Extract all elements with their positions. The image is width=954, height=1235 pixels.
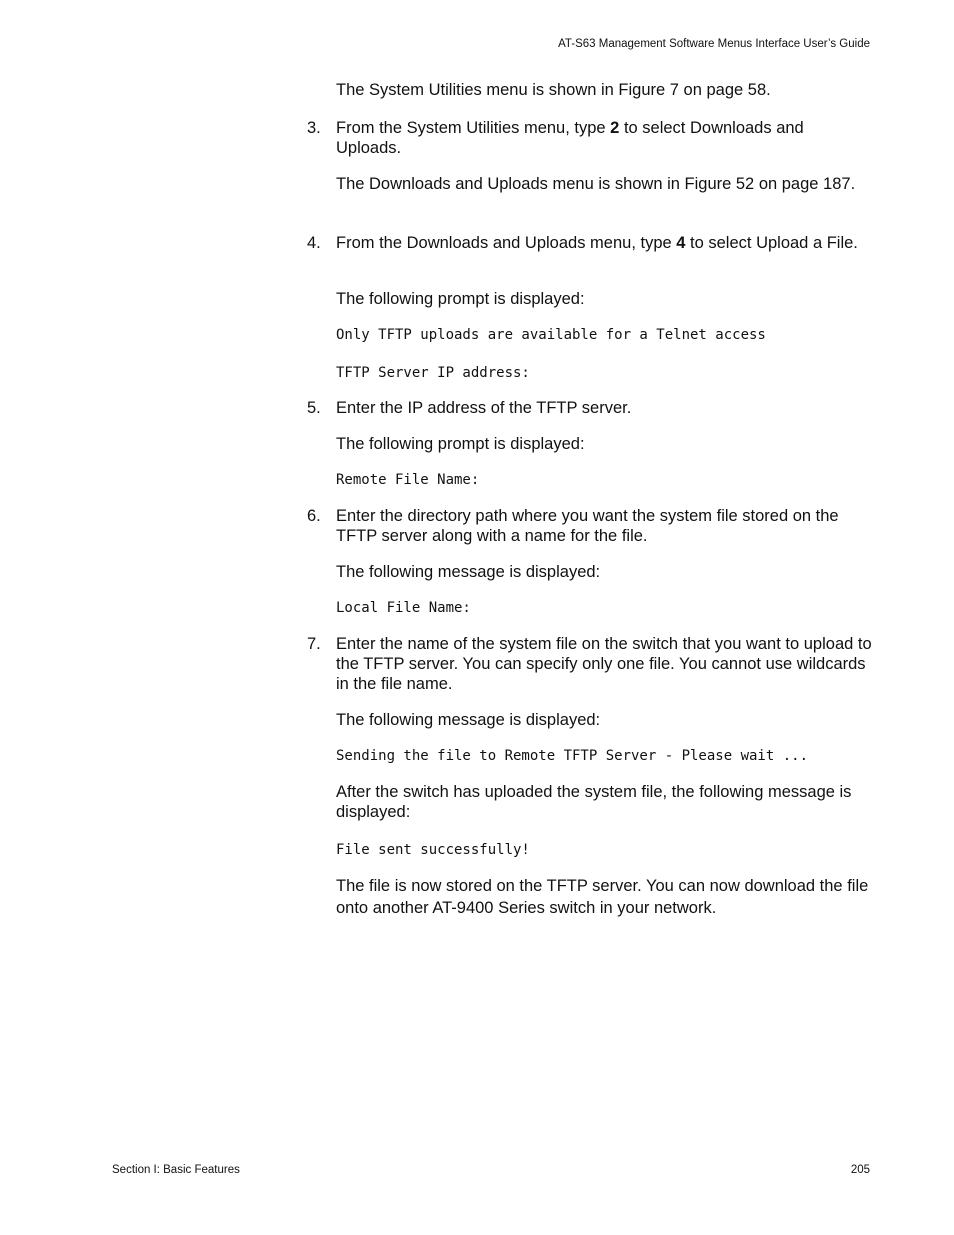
page-number: 205: [850, 1164, 870, 1176]
footer-section: Section I: Basic Features: [112, 1164, 240, 1176]
step-number: 3.: [307, 119, 321, 137]
running-header: AT-S63 Management Software Menus Interface User’s Guide: [558, 38, 870, 50]
step-3-note: The Downloads and Uploads menu is shown in Figure 52 on page 187.: [336, 175, 856, 193]
step-text: Enter the name of the system file on the switch that you want to upload to the TFTP server. You can specify only one file. You cannot use wildcards in the file name.: [336, 635, 872, 693]
step-text: Enter the IP address of the TFTP server.: [336, 399, 632, 417]
code-line: TFTP Server IP address:: [336, 365, 530, 381]
step-number: 6.: [307, 507, 321, 525]
step-text: Enter the directory path where you want the system file stored on the TFTP server along with a name for the file.: [336, 507, 839, 545]
step-text: From the Downloads and Uploads menu, type 4 to select Upload a File.: [336, 234, 858, 252]
step-number: 4.: [307, 234, 321, 252]
step-6-note: The following message is displayed:: [336, 563, 601, 581]
key-value: 2: [610, 119, 620, 137]
code-line: Sending the file to Remote TFTP Server - Please wait ...: [336, 748, 809, 764]
closing-paragraph: The file is now stored on the TFTP server. You can now download the file onto another AT-9400 Series switch in your network.: [336, 877, 869, 917]
step-text: From the System Utilities menu, type 2 to select Downloads and Uploads.: [336, 119, 804, 157]
step-7-note: The following message is displayed:: [336, 711, 601, 729]
key-value: 4: [676, 234, 686, 252]
step-number: 5.: [307, 399, 321, 417]
intro-paragraph: The System Utilities menu is shown in Figure 7 on page 58.: [336, 81, 771, 99]
code-line: Only TFTP uploads are available for a Telnet access: [336, 327, 766, 343]
after-upload-paragraph: After the switch has uploaded the system file, the following message is displayed:: [336, 783, 852, 821]
code-line: Local File Name:: [336, 600, 471, 616]
code-line: File sent successfully!: [336, 842, 530, 858]
step-4-note: The following prompt is displayed:: [336, 290, 585, 308]
step-5-note: The following prompt is displayed:: [336, 435, 585, 453]
step-number: 7.: [307, 635, 321, 653]
code-line: Remote File Name:: [336, 472, 480, 488]
